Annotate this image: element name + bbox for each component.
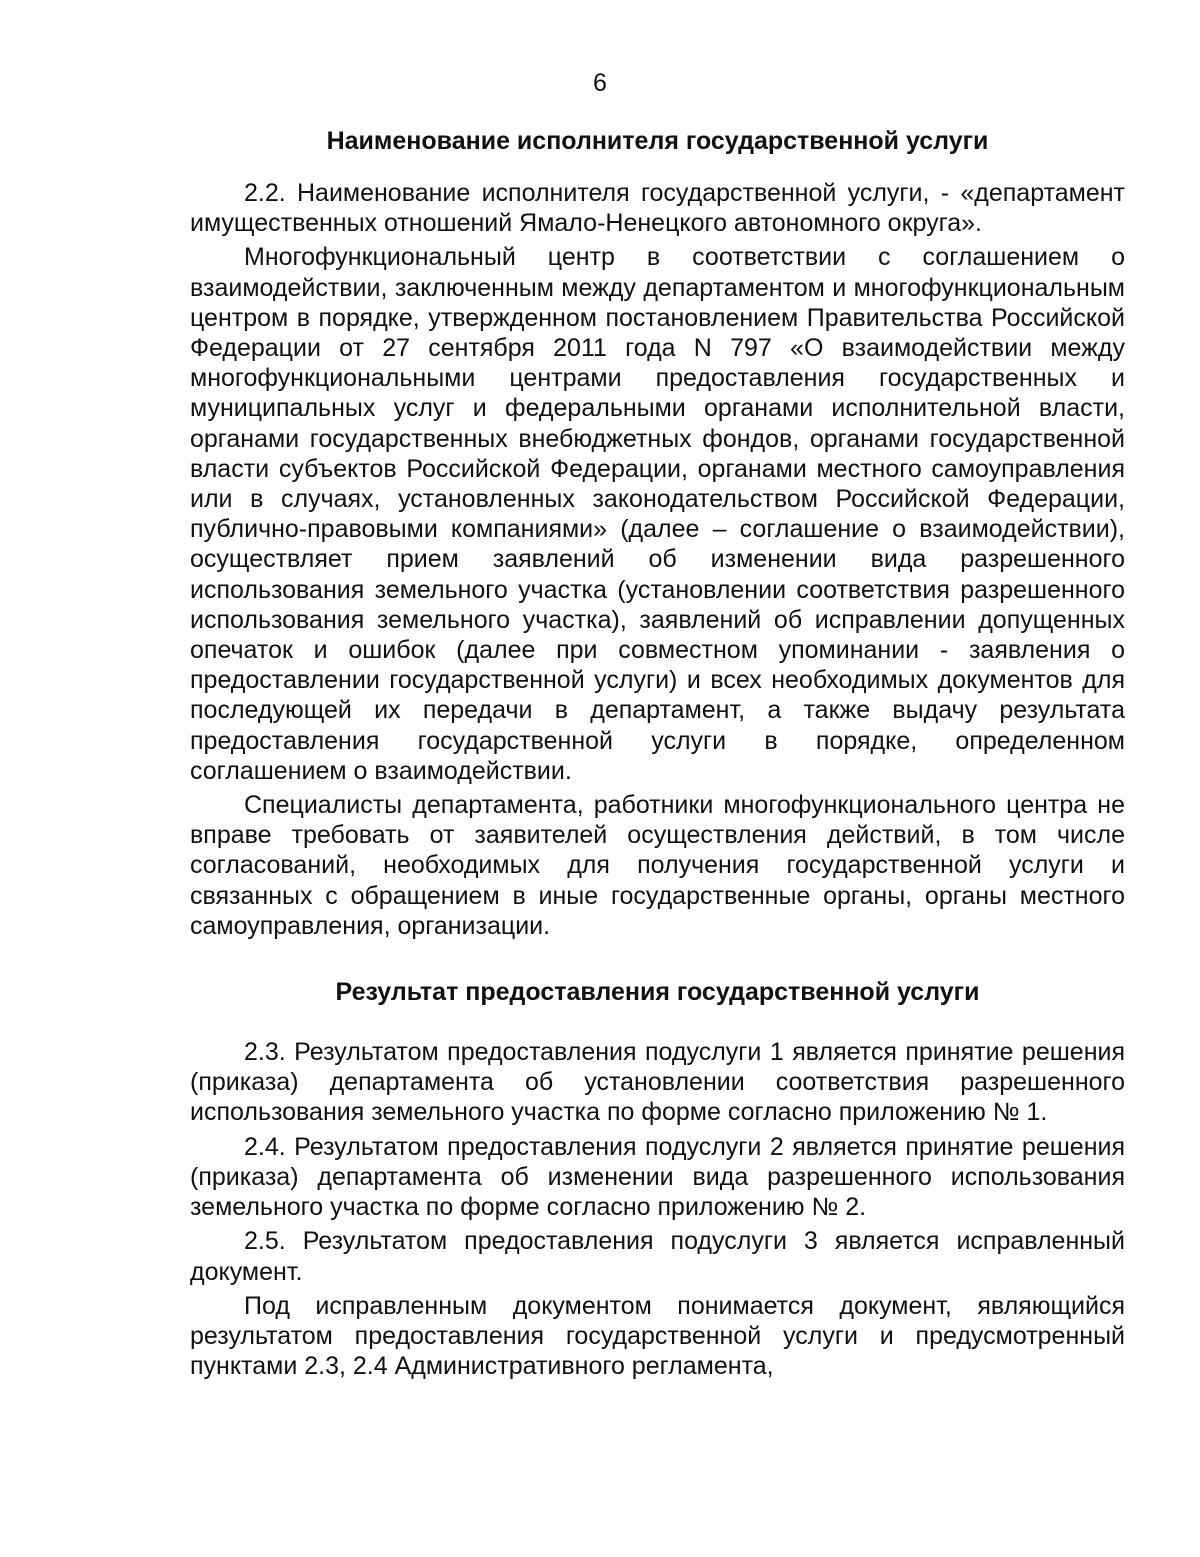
paragraph-specialists: Специалисты департамента, работники многофункционального центра не вправе требовать от заявителей осуществления действий, в том числе согласований, необходимых для получения государственной услуги и связанных с обращением в иные государственные органы, органы местного самоуправления, организации. xyxy=(190,791,1125,940)
section-heading-executor: Наименование исполнителя государственной услуги xyxy=(326,127,989,155)
document-body xyxy=(190,122,1125,1381)
paragraph-2-5: 2.5. Результатом предоставления подуслуги 3 является исправленный документ. xyxy=(190,1227,1125,1286)
paragraph-corrected-document: Под исправленным документом понимается документ, являющийся результатом предоставления государственной услуги и предусмотренный пунктами 2.3, 2.4 Административного регламента, xyxy=(190,1291,1125,1381)
paragraph-mfc: Многофункциональный центр в соответствии с соглашением о взаимодействии, заключенным между департаментом и многофункциональным центром в порядке, утвержденном постановлением Правительства Российской Федерации от 27 сентября 2011 года N 797 «О взаимодействии между многофункциональными центрами предоставления государственных и муниципальных услуг и федеральными органами исполнительной власти, органами государственных внебюджетных фондов, органами государственной власти субъектов Российской Федерации, органами местного самоуправления или в случаях, установленных законодательством Российской Федерации, публично-правовыми компаниями» (далее – соглашение о взаимодействии), осуществляет прием заявлений об изменении вида разрешенного использования земельного участка (установлении соответствия разрешенного использования земельного участка), заявлений об исправлении допущенных опечаток и ошибок (далее при совместном упоминании - заявления о предоставлении государственной услуги) и всех необходимых документов для последующей их передачи в департамент, а также выдачу результата предоставления государственной услуги в порядке, определенном соглашением о взаимодействии. xyxy=(190,243,1125,785)
paragraph-2-2: 2.2. Наименование исполнителя государственной услуги, - «департамент имущественных отношений Ямало-Ненецкого автономного округа». xyxy=(190,179,1125,238)
page-number: 6 xyxy=(593,69,607,97)
paragraph-2-3: 2.3. Результатом предоставления подуслуги 1 является принятие решения (приказа) департамента об установлении соответствия разрешенного использования земельного участка по форме согласно приложению № 1. xyxy=(190,1038,1125,1127)
paragraph-2-4: 2.4. Результатом предоставления подуслуги 2 является принятие решения (приказа) департамента об изменении вида разрешенного использования земельного участка по форме согласно приложению № 2. xyxy=(190,1132,1125,1222)
section-heading-result: Результат предоставления государственной услуги xyxy=(335,978,980,1007)
